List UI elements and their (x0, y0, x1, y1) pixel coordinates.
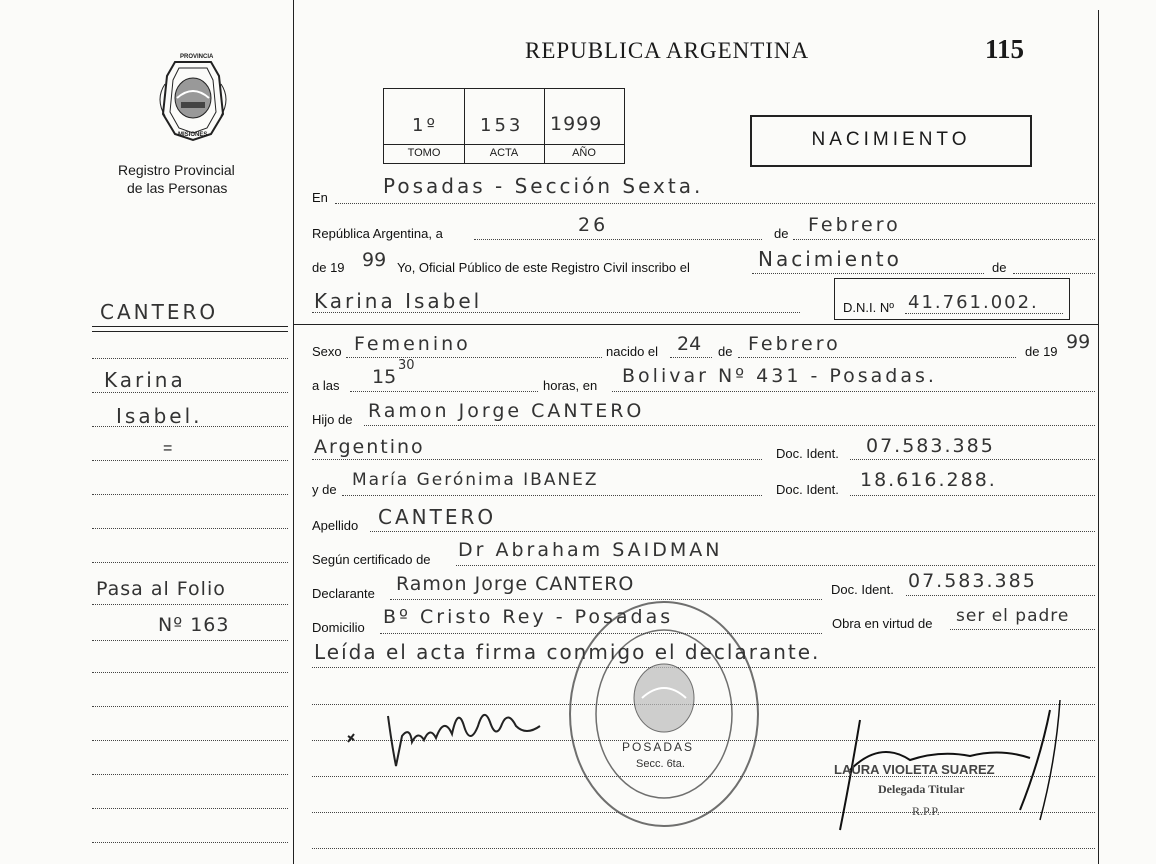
folio-number: 115 (985, 34, 1025, 64)
value-sex: Femenino (354, 333, 471, 355)
label-de-19-2: de 19 (1025, 344, 1058, 359)
value-month: Febrero (808, 214, 901, 236)
label-doc-ident-2: Doc. Ident. (776, 482, 839, 497)
anio-value: 1999 (550, 113, 603, 135)
value-act-type: Nacimiento (758, 247, 902, 271)
official-title: Delegada Titular (878, 782, 965, 796)
value-birth-day: 24 (677, 333, 702, 355)
declarant-signature (340, 686, 560, 776)
label-obra-en-virtud: Obra en virtud de (832, 616, 933, 631)
margin-name1: Karina (104, 368, 186, 392)
official-name: LAURA VIOLETA SUAREZ (834, 762, 995, 777)
anio-label: AÑO (572, 147, 596, 159)
document-type: NACIMIENTO (811, 129, 971, 150)
margin-surname: CANTERO (100, 300, 219, 324)
value-acting-capacity: ser el padre (956, 606, 1070, 626)
value-birth-place: Bolivar Nº 431 - Posadas. (622, 365, 937, 387)
left-margin-border (293, 0, 294, 864)
stamp-city: POSADAS (622, 740, 695, 754)
label-horas-en: horas, en (543, 378, 598, 393)
label-de-1: de (774, 226, 789, 241)
margin-note-line1: Pasa al Folio (96, 578, 226, 600)
value-certifying-doctor: Dr Abraham SAIDMAN (458, 539, 723, 561)
registry-stamp (566, 598, 762, 830)
registry-name-line1: Registro Provincial (118, 162, 235, 178)
seal-top-text: PROVINCIA (180, 54, 214, 60)
label-declarante: Declarante (312, 586, 375, 601)
value-birth-month: Febrero (748, 333, 841, 355)
value-declarant-name: Ramon Jorge CANTERO (396, 573, 635, 595)
value-year: 99 (362, 249, 387, 271)
value-minutes: 30 (398, 358, 415, 373)
label-a-las: a las (312, 378, 340, 393)
margin-name2: Isabel. (116, 404, 203, 428)
label-y-de: y de (312, 482, 337, 497)
registry-name-line2: de las Personas (127, 180, 228, 196)
value-father-nationality: Argentino (314, 436, 425, 458)
stamp-section: Secc. 6ta. (636, 758, 685, 770)
value-dni: 41.761.002. (908, 292, 1039, 313)
label-sexo: Sexo (312, 344, 342, 359)
value-address: Bº Cristo Rey - Posadas (383, 606, 674, 628)
label-de-19: de 19 (312, 260, 345, 275)
value-day: 26 (578, 214, 609, 236)
label-domicilio: Domicilio (312, 620, 365, 635)
official-org: R.P.P. (912, 804, 940, 818)
label-segun-certificado: Según certificado de (312, 552, 431, 567)
label-republica: República Argentina, a (312, 226, 443, 241)
value-father-name: Ramon Jorge CANTERO (368, 400, 645, 422)
document-type-box (750, 115, 1032, 167)
tomo-value: 1º (412, 115, 438, 136)
label-dni: D.N.I. Nº (843, 300, 894, 315)
value-father-doc: 07.583.385 (866, 435, 995, 457)
label-en: En (312, 190, 328, 205)
right-border (1098, 10, 1099, 864)
value-mother-doc: 18.616.288. (860, 469, 997, 491)
label-de-2: de (992, 260, 1007, 275)
label-doc-ident-3: Doc. Ident. (831, 582, 894, 597)
value-closing-statement: Leída el acta firma conmigo el declarante. (314, 640, 821, 664)
tomo-label: TOMO (407, 147, 441, 159)
country-title: REPUBLICA ARGENTINA (525, 38, 810, 63)
label-doc-ident-1: Doc. Ident. (776, 446, 839, 461)
oficial-text: Yo, Oficial Público de este Registro Civil inscribo el (397, 260, 690, 275)
register-box (383, 88, 625, 164)
value-place-registered: Posadas - Sección Sexta. (383, 174, 704, 198)
label-apellido: Apellido (312, 518, 359, 533)
acta-value: 153 (480, 115, 524, 136)
seal-bottom-text: MISIONES (178, 132, 208, 138)
value-mother-name: María Gerónima IBANEZ (352, 470, 599, 490)
value-birth-year: 99 (1066, 331, 1091, 353)
province-seal (145, 54, 241, 144)
margin-ditto: = (163, 440, 173, 457)
value-child-name: Karina Isabel (314, 289, 483, 313)
value-hour: 15 (372, 366, 397, 388)
acta-label: ACTA (489, 147, 519, 159)
value-declarant-doc: 07.583.385 (908, 570, 1037, 592)
label-de-3: de (718, 344, 733, 359)
label-nacido: nacido el (606, 344, 659, 359)
label-hijo-de: Hijo de (312, 412, 353, 427)
value-surname: CANTERO (378, 505, 497, 529)
margin-note-line2: Nº 163 (158, 614, 230, 636)
